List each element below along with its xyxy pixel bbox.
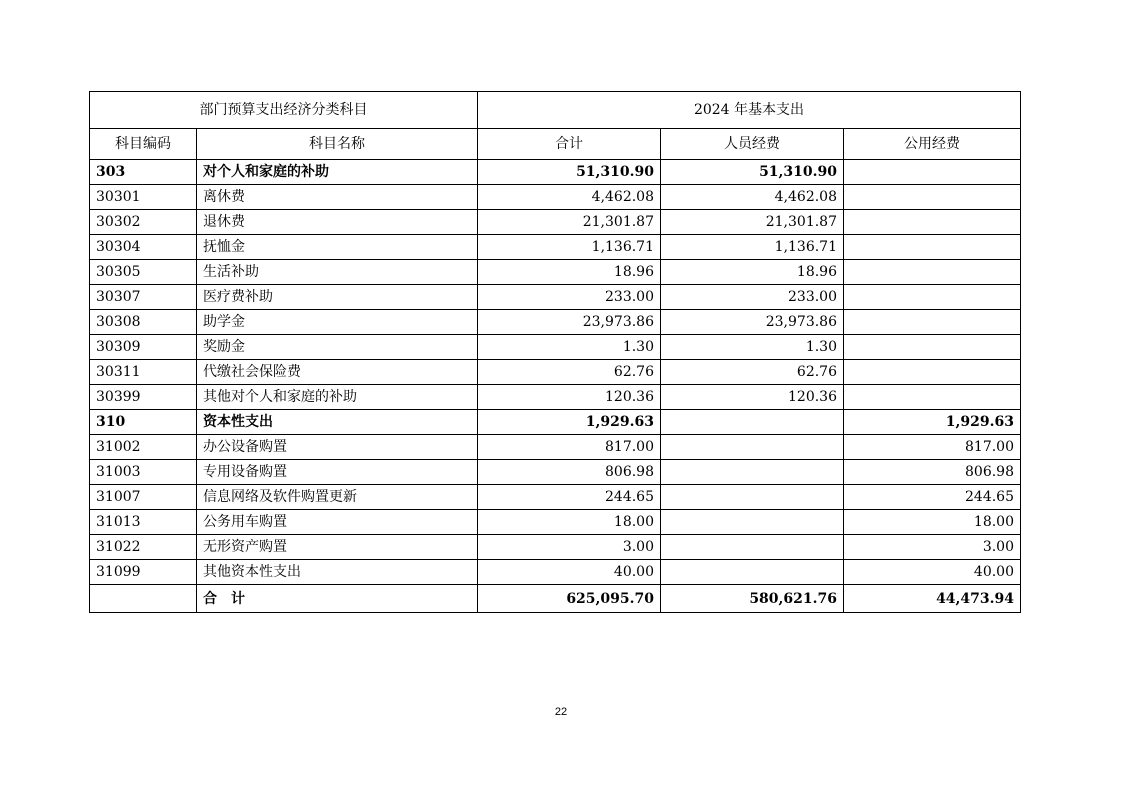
row-code: 30302 [90, 210, 197, 235]
table-row [90, 260, 1021, 285]
row-name: 信息网络及软件购置更新 [197, 485, 478, 510]
total-sum: 625,095.70 [478, 585, 661, 613]
total-code-cell [90, 585, 197, 613]
page-number: 22 [554, 706, 568, 718]
row-public: 817.00 [844, 435, 1021, 460]
row-name: 代缴社会保险费 [197, 360, 478, 385]
row-personnel: 23,973.86 [661, 310, 844, 335]
header-code: 科目编码 [90, 129, 197, 160]
row-name: 无形资产购置 [197, 535, 478, 560]
row-public [844, 260, 1021, 285]
header-category-title: 部门预算支出经济分类科目 [90, 92, 478, 129]
row-total: 817.00 [478, 435, 661, 460]
row-personnel: 62.76 [661, 360, 844, 385]
table-total-row [90, 585, 1021, 613]
row-public [844, 185, 1021, 210]
header-total: 合计 [478, 129, 661, 160]
row-name: 办公设备购置 [197, 435, 478, 460]
row-name: 生活补助 [197, 260, 478, 285]
row-total: 120.36 [478, 385, 661, 410]
table-row [90, 535, 1021, 560]
row-name: 专用设备购置 [197, 460, 478, 485]
header-name: 科目名称 [197, 129, 478, 160]
row-personnel: 1,136.71 [661, 235, 844, 260]
header-public: 公用经费 [844, 129, 1021, 160]
row-total: 51,310.90 [478, 160, 661, 185]
row-total: 62.76 [478, 360, 661, 385]
row-personnel: 1.30 [661, 335, 844, 360]
row-public [844, 335, 1021, 360]
table-row [90, 360, 1021, 385]
row-personnel: 233.00 [661, 285, 844, 310]
header-year-title: 2024 年基本支出 [478, 92, 1021, 129]
row-code: 31002 [90, 435, 197, 460]
row-code: 31022 [90, 535, 197, 560]
row-code: 30309 [90, 335, 197, 360]
row-personnel [661, 460, 844, 485]
row-code: 31003 [90, 460, 197, 485]
row-code: 30307 [90, 285, 197, 310]
row-total: 233.00 [478, 285, 661, 310]
row-public: 806.98 [844, 460, 1021, 485]
row-personnel [661, 485, 844, 510]
row-public: 1,929.63 [844, 410, 1021, 435]
row-total: 1,136.71 [478, 235, 661, 260]
row-code: 30305 [90, 260, 197, 285]
row-code: 310 [90, 410, 197, 435]
table-row-group [90, 160, 1021, 185]
row-personnel [661, 510, 844, 535]
row-total: 23,973.86 [478, 310, 661, 335]
header-personnel: 人员经费 [661, 129, 844, 160]
row-public [844, 160, 1021, 185]
row-public: 40.00 [844, 560, 1021, 585]
row-name: 抚恤金 [197, 235, 478, 260]
table-row [90, 485, 1021, 510]
row-total: 18.96 [478, 260, 661, 285]
total-label: 合 计 [197, 585, 478, 613]
row-personnel: 120.36 [661, 385, 844, 410]
row-public [844, 285, 1021, 310]
table-row [90, 185, 1021, 210]
row-total: 3.00 [478, 535, 661, 560]
table-row [90, 560, 1021, 585]
row-total: 21,301.87 [478, 210, 661, 235]
row-total: 244.65 [478, 485, 661, 510]
budget-expenditure-table [89, 91, 1021, 613]
row-public [844, 385, 1021, 410]
row-personnel: 18.96 [661, 260, 844, 285]
table-row [90, 235, 1021, 260]
table-header-row-1 [90, 92, 1021, 129]
row-name: 资本性支出 [197, 410, 478, 435]
row-public [844, 235, 1021, 260]
row-total: 4,462.08 [478, 185, 661, 210]
row-total: 806.98 [478, 460, 661, 485]
row-code: 31007 [90, 485, 197, 510]
row-name: 对个人和家庭的补助 [197, 160, 478, 185]
row-code: 31013 [90, 510, 197, 535]
row-name: 助学金 [197, 310, 478, 335]
row-code: 30304 [90, 235, 197, 260]
row-code: 30311 [90, 360, 197, 385]
table-row [90, 335, 1021, 360]
row-code: 31099 [90, 560, 197, 585]
row-total: 1,929.63 [478, 410, 661, 435]
table-row [90, 385, 1021, 410]
row-total: 18.00 [478, 510, 661, 535]
table-row [90, 435, 1021, 460]
row-name: 奖励金 [197, 335, 478, 360]
row-public: 18.00 [844, 510, 1021, 535]
total-personnel: 580,621.76 [661, 585, 844, 613]
row-public [844, 360, 1021, 385]
row-public [844, 310, 1021, 335]
row-personnel [661, 410, 844, 435]
row-name: 医疗费补助 [197, 285, 478, 310]
row-code: 30301 [90, 185, 197, 210]
row-public [844, 210, 1021, 235]
row-code: 30308 [90, 310, 197, 335]
row-code: 303 [90, 160, 197, 185]
table-row [90, 510, 1021, 535]
row-public: 244.65 [844, 485, 1021, 510]
total-public: 44,473.94 [844, 585, 1021, 613]
table-header-row-2 [90, 129, 1021, 160]
row-name: 离休费 [197, 185, 478, 210]
row-name: 其他资本性支出 [197, 560, 478, 585]
table-row [90, 210, 1021, 235]
table-row [90, 285, 1021, 310]
row-total: 1.30 [478, 335, 661, 360]
table-row-group [90, 410, 1021, 435]
row-name: 其他对个人和家庭的补助 [197, 385, 478, 410]
row-code: 30399 [90, 385, 197, 410]
row-personnel: 21,301.87 [661, 210, 844, 235]
row-personnel [661, 560, 844, 585]
row-personnel [661, 435, 844, 460]
row-name: 公务用车购置 [197, 510, 478, 535]
row-public: 3.00 [844, 535, 1021, 560]
table-row [90, 310, 1021, 335]
row-personnel: 4,462.08 [661, 185, 844, 210]
row-personnel: 51,310.90 [661, 160, 844, 185]
row-name: 退休费 [197, 210, 478, 235]
row-personnel [661, 535, 844, 560]
table-row [90, 460, 1021, 485]
row-total: 40.00 [478, 560, 661, 585]
